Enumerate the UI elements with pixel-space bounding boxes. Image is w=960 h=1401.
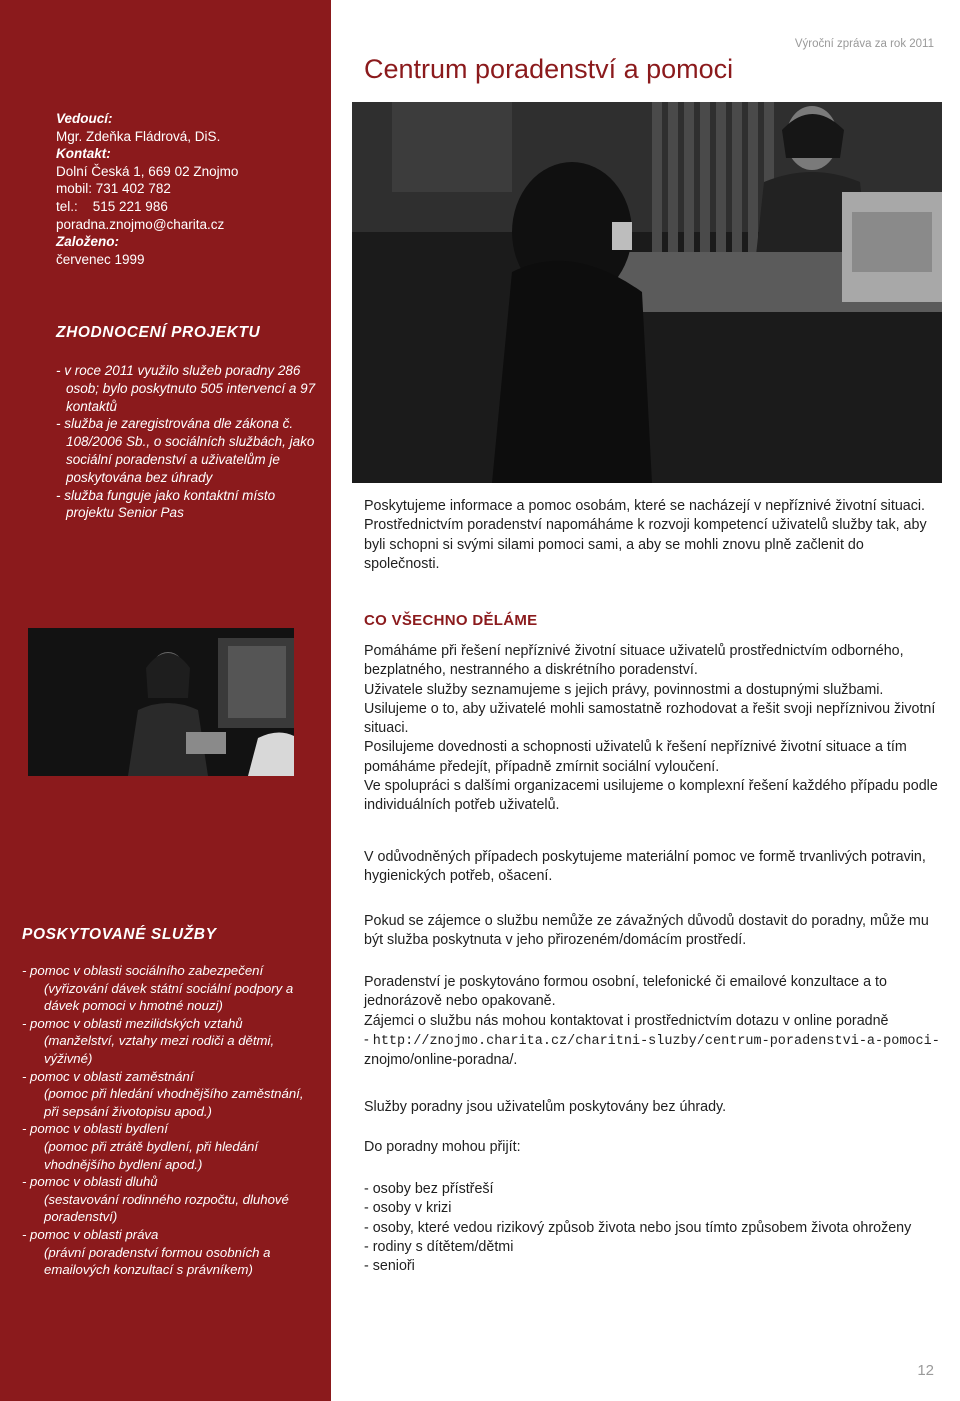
contact-label: Kontakt: — [56, 146, 111, 162]
paragraph: Usilujeme o to, aby uživatelé mohli samostatně rozhodovat a řešit svoji nepříznivou životní situaci. — [364, 700, 936, 737]
intro-paragraph: Prostřednictvím poradenství napomáháme k rozvoji kompetencí uživatelů služby tak, aby byli schopni si svými silami pomoci sami, a aby se mohli znovu plně začlenit do společnosti. — [364, 517, 927, 572]
phone: tel.: 515 221 986 — [56, 198, 168, 214]
accept-heading: Do poradny mohou přijít: — [364, 1139, 521, 1155]
list-item — [22, 1226, 317, 1279]
list-item: - v roce 2011 využilo služeb poradny 286 osob; bylo poskytnuto 505 intervencí a 97 kontaktů — [56, 363, 316, 414]
service-detail: (právní poradenství formou osobních a emailových konzultací s právníkem) — [44, 1244, 271, 1278]
consultation-forms-text — [364, 973, 942, 1070]
list-item: - rodiny s dítětem/dětmi — [364, 1238, 514, 1255]
service-title: - pomoc v oblasti zaměstnání — [22, 1068, 194, 1084]
counseling-photo-small — [28, 628, 294, 776]
service-title: - pomoc v oblasti dluhů — [22, 1174, 158, 1190]
paragraph: Zájemci o službu nás mohou kontaktovat i prostřednictvím dotazu v online poradně — [364, 1012, 889, 1029]
list-item — [22, 1120, 317, 1173]
accept-heading-block — [364, 1138, 942, 1157]
contact-info — [56, 110, 238, 268]
photo-illustration — [28, 628, 294, 776]
list-item: - služba funguje jako kontaktní místo projektu Senior Pas — [56, 487, 276, 521]
list-item: - služba je zaregistrována dle zákona č. 108/2006 Sb., o sociálních službách, jako sociální poradenství a uživatelům je poskytována bez úhrady — [56, 416, 315, 485]
email-link[interactable]: poradna.znojmo@charita.cz — [56, 216, 225, 232]
mobile: mobil: 731 402 782 — [56, 181, 171, 197]
dash: - — [364, 1031, 373, 1048]
service-detail: (vyřizování dávek státní sociální podpory a dávek pomoci v hmotné nouzi) — [44, 980, 294, 1014]
service-detail: (manželství, vztahy mezi rodiči a dětmi, výživné) — [44, 1033, 275, 1066]
counseling-photo-main — [352, 102, 942, 483]
services-heading: POSKYTOVANÉ SLUŽBY — [22, 926, 217, 943]
list-item: - osoby, které vedou rizikový způsob života nebo jsou tímto způsobem života ohroženy — [364, 1219, 912, 1236]
list-item: - senioři — [364, 1258, 415, 1275]
service-title: - pomoc v oblasti sociálního zabezpečení — [22, 963, 264, 978]
paragraph: Služby poradny jsou uživatelům poskytovány bez úhrady. — [364, 1099, 727, 1115]
online-link-end[interactable]: znojmo/online-poradna/. — [364, 1052, 518, 1069]
service-detail: (pomoc při hledání vhodnějšího zaměstnání, při sepsání životopisu apod.) — [44, 1086, 304, 1119]
paragraph: Pomáháme při řešení nepříznivé životní situace uživatelů prostřednictvím odborného, bezplatného, nestranného a diskrétního poradenství. — [364, 643, 904, 679]
founded-value: červenec 1999 — [56, 251, 145, 267]
service-detail: (sestavování rodinného rozpočtu, dluhové poradenství) — [44, 1191, 289, 1225]
paragraph: V odůvodněných případech poskytujeme materiální pomoc ve formě trvanlivých potravin, hygienických potřeb, ošacení. — [364, 849, 926, 885]
founded-label: Založeno: — [56, 234, 119, 250]
service-detail: (pomoc při ztrátě bydlení, při hledání vhodnějšího bydlení apod.) — [44, 1138, 259, 1172]
paragraph: Posilujeme dovednosti a schopnosti uživatelů k řešení nepříznivé životní situace a tím pomáháme předejít, případně zmírnit sociální vyloučení. — [364, 739, 907, 775]
evaluation-heading: ZHODNOCENÍ PROJEKTU — [56, 324, 261, 341]
page-title: Centrum poradenství a pomoci — [364, 54, 734, 84]
intro-text — [364, 497, 942, 574]
paragraph: Ve spolupráci s dalšími organizacemi usilujeme o komplexní řešení každého případu podle individuálních potřeb uživatelů. — [364, 778, 938, 814]
photo-illustration — [352, 102, 942, 483]
online-counseling-link[interactable]: http://znojmo.charita.cz/charitni-sluzby/centrum-poradenstvi-a-pomoci- — [372, 1033, 940, 1049]
page-number: 12 — [917, 1362, 934, 1379]
paragraph: Uživatele služby seznamujeme s jejich právy, povinnostmi a dostupnými službami. — [364, 681, 884, 698]
accept-list — [364, 1180, 942, 1276]
online-link-line — [364, 1031, 942, 1051]
services-list — [22, 962, 317, 1279]
what-we-do-heading: CO VŠECHNO DĚLÁME — [364, 612, 538, 629]
report-subtitle: Výroční zpráva za rok 2011 — [794, 38, 934, 50]
list-item — [22, 1173, 317, 1226]
paragraph: Poradenství je poskytováno formou osobní, telefonické či emailové konzultace a to jednorázově nebo opakovaně. — [364, 974, 887, 1010]
list-item — [22, 1068, 317, 1121]
material-help-text — [364, 848, 942, 887]
list-item — [22, 1015, 317, 1068]
what-we-do-text — [364, 642, 942, 816]
intro-paragraph: Poskytujeme informace a pomoc osobám, které se nacházejí v nepříznivé životní situaci. — [364, 498, 926, 514]
list-item — [22, 962, 317, 1015]
service-title: - pomoc v oblasti práva — [22, 1226, 159, 1242]
paragraph: Pokud se zájemce o službu nemůže ze závažných důvodů dostavit do poradny, může mu být služba poskytnuta v jeho přirozeném/domácím prostředí. — [364, 913, 929, 949]
accept-list-block — [364, 1180, 942, 1276]
address: Dolní Česká 1, 669 02 Znojmo — [56, 163, 239, 179]
service-title: - pomoc v oblasti bydlení — [22, 1121, 168, 1137]
free-service-text — [364, 1098, 942, 1117]
service-title: - pomoc v oblasti mezilidských vztahů — [22, 1015, 243, 1031]
list-item: - osoby bez přístřeší — [364, 1181, 494, 1197]
evaluation-list — [56, 362, 316, 522]
home-service-text — [364, 912, 942, 951]
leader-label: Vedoucí: — [56, 111, 113, 126]
list-item: - osoby v krizi — [364, 1200, 452, 1217]
leader-name: Mgr. Zdeňka Fládrová, DiS. — [56, 128, 221, 144]
